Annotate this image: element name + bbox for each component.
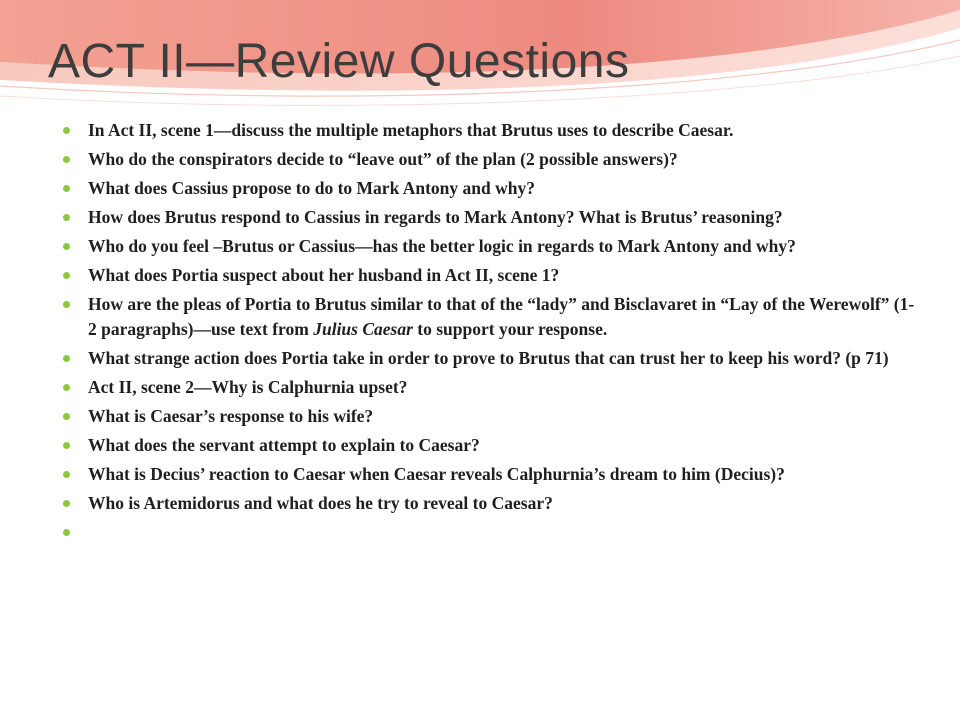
question-item: What is Caesar’s response to his wife? [88,404,918,429]
question-text: to support your response. [412,319,608,339]
question-item: Who do the conspirators decide to “leave out” of the plan (2 possible answers)? [88,147,918,172]
question-item: In Act II, scene 1—discuss the multiple metaphors that Brutus uses to describe Caesar. [88,118,918,143]
book-title: Julius Caesar [313,319,413,339]
slide-title: ACT II—Review Questions [48,35,630,88]
question-list [88,118,918,520]
question-item: Who is Artemidorus and what does he try to reveal to Caesar? [88,491,918,516]
question-item [88,292,918,342]
question-item: How does Brutus respond to Cassius in regards to Mark Antony? What is Brutus’ reasoning? [88,205,918,230]
question-item: What does Portia suspect about her husband in Act II, scene 1? [88,263,918,288]
question-item: What strange action does Portia take in order to prove to Brutus that can trust her to keep his word? (p 71) [88,346,918,371]
question-item: What does Cassius propose to do to Mark Antony and why? [88,176,918,201]
question-item: Who do you feel –Brutus or Cassius—has the better logic in regards to Mark Antony and why? [88,234,918,259]
question-item: What does the servant attempt to explain to Caesar? [88,433,918,458]
question-item: What is Decius’ reaction to Caesar when Caesar reveals Calphurnia’s dream to him (Decius)? [88,462,918,487]
question-text: How are the pleas of Portia to Brutus similar to that of the “lady” and Bisclavaret in “Lay of the Werewolf” (1-2 paragraphs)—use text from [88,294,915,339]
question-item: Act II, scene 2—Why is Calphurnia upset? [88,375,918,400]
